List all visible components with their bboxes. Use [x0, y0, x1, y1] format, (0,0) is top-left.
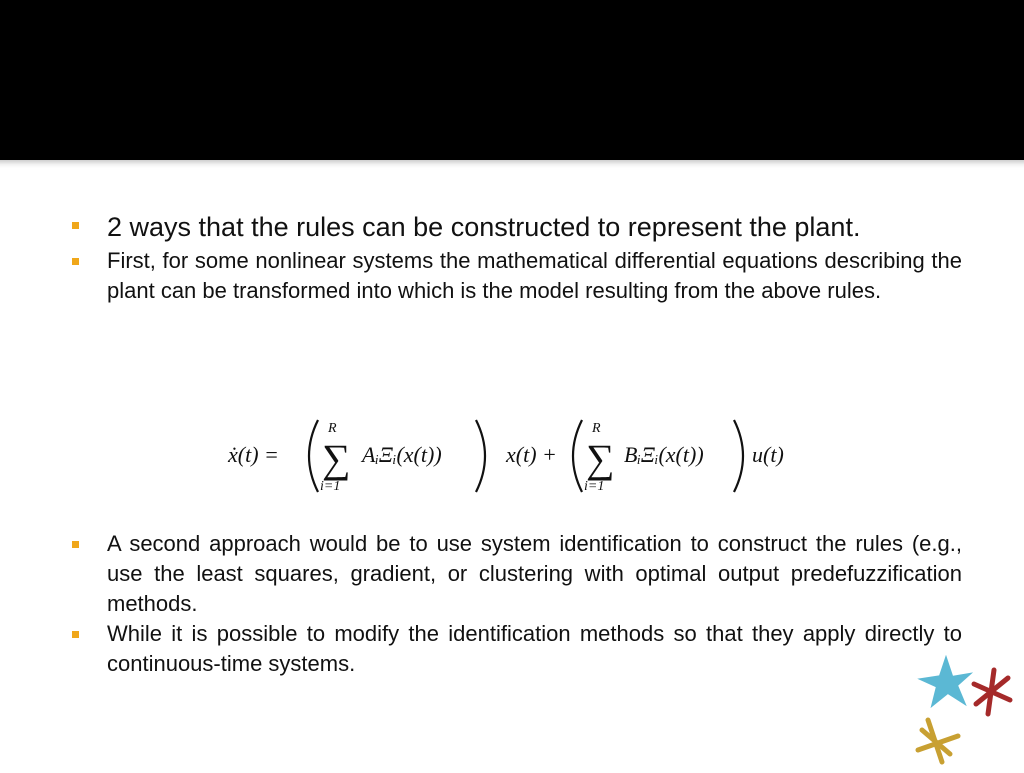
star-icon [912, 650, 978, 712]
equation-lhs: ẋ(t) = [228, 442, 279, 467]
paren-left [309, 420, 318, 492]
asterisk-icon [974, 670, 1010, 714]
bullet-list-top [72, 208, 962, 306]
sum-upper: R [592, 421, 601, 436]
sum-sign: ∑ [322, 436, 351, 481]
bullet-marker [72, 631, 79, 638]
bullet-marker [72, 222, 79, 229]
decoration [892, 640, 1024, 768]
asterisk-icon [918, 720, 958, 762]
header-divider [0, 160, 1024, 168]
bullet-text: While it is possible to modify the identification methods so that they apply directly to continuous-time systems. [107, 621, 962, 676]
equation-term-2: BᵢΞᵢ(x(t)) [624, 442, 704, 467]
bullet-item [72, 619, 962, 679]
bullet-item [72, 529, 962, 619]
bullet-text: A second approach would be to use system identification to construct the rules (e.g., use the least squares, gradient, or clustering with optimal output predefuzzification methods. [107, 531, 962, 616]
header-band [0, 0, 1024, 160]
bullet-item [72, 246, 962, 306]
bullet-text: 2 ways that the rules can be constructed to represent the plant. [107, 212, 861, 242]
sum-lower: i=1 [584, 479, 605, 494]
equation-term-1: AᵢΞᵢ(x(t)) [362, 442, 442, 467]
paren-right [476, 420, 485, 492]
equation [200, 406, 820, 506]
bullet-item [72, 208, 962, 246]
bullet-marker [72, 541, 79, 548]
sum-sign: ∑ [586, 436, 615, 481]
paren-left [573, 420, 582, 492]
bullet-marker [72, 258, 79, 265]
equation-mid: x(t) + [506, 442, 557, 467]
paren-right [734, 420, 743, 492]
equation-end: u(t) [752, 442, 784, 467]
sum-upper: R [328, 421, 337, 436]
sum-lower: i=1 [320, 479, 341, 494]
bullet-list-bottom [72, 529, 962, 679]
bullet-text: First, for some nonlinear systems the mathematical differential equations describing the plant can be transformed into which is the model resulting from the above rules. [107, 248, 962, 303]
